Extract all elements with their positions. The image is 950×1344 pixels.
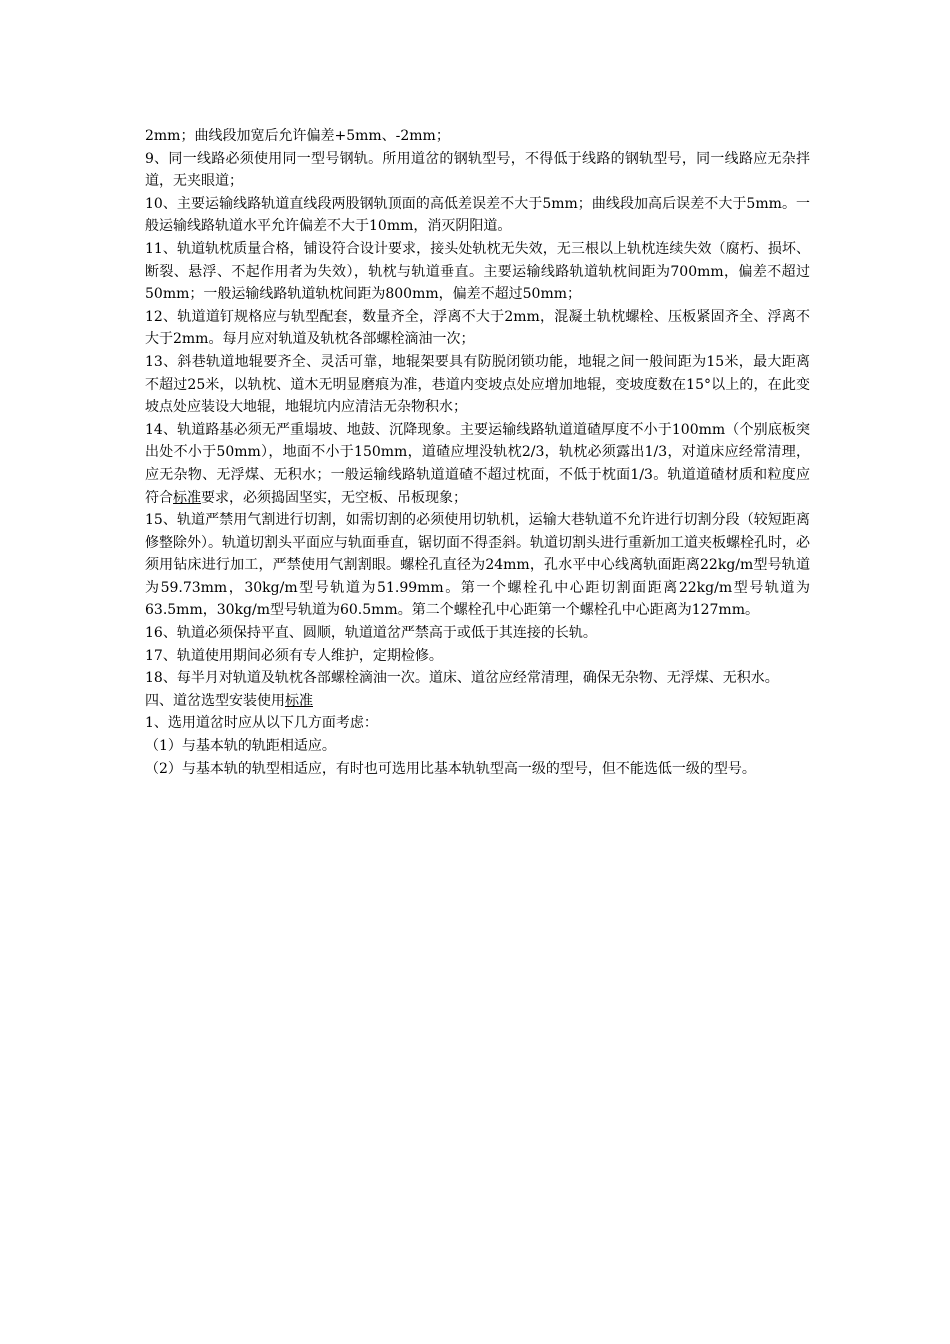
paragraph-s4-1-2: （2）与基本轨的轨型相适应，有时也可选用比基本轨轨型高一级的型号，但不能选低一级的型号。 <box>145 760 756 777</box>
section-heading-text: 四、道岔选型安装使用 <box>145 692 285 709</box>
paragraph-9: 9、同一线路必须使用同一型号钢轨。所用道岔的钢轨型号，不得低于线路的钢轨型号，同一线路应无杂拌道，无夹眼道； <box>145 150 810 190</box>
paragraph-17: 17、轨道使用期间必须有专人维护，定期检修。 <box>145 647 443 664</box>
standard-link[interactable]: 标准 <box>173 489 201 506</box>
paragraph-18: 18、每半月对轨道及轨枕各部螺栓滴油一次。道床、道岔应经常清理，确保无杂物、无浮煤、无积水。 <box>145 670 779 687</box>
paragraph-11: 11、轨道轨枕质量合格，铺设符合设计要求，接头处轨枕无失效，无三根以上轨枕连续失效（腐朽、损坏、断裂、悬浮、不起作用者为失效），轨枕与轨道垂直。主要运输线路轨道轨枕间距为700mm，偏差不超过50mm；一般运输线路轨道轨枕间距为800mm，偏差不超过50mm； <box>145 240 810 303</box>
paragraph-s4-1-1: （1）与基本轨的轨距相适应。 <box>145 738 336 755</box>
paragraph-14-text-end: 要求，必须捣固坚实，无空板、吊板现象； <box>201 489 467 506</box>
paragraph-10: 10、主要运输线路轨道直线段两股钢轨顶面的高低差误差不大于5mm；曲线段加高后误差不大于5mm。一般运输线路轨道水平允许偏差不大于10mm，消灭阴阳道。 <box>145 195 810 235</box>
paragraph-12: 12、轨道道钉规格应与轨型配套，数量齐全，浮离不大于2mm，混凝土轨枕螺栓、压板紧固齐全、浮离不大于2mm。每月应对轨道及轨枕各部螺栓滴油一次； <box>145 308 810 348</box>
document-body <box>145 125 810 780</box>
paragraph-s4-1: 1、选用道岔时应从以下几方面考虑： <box>145 715 378 732</box>
paragraph-14-text: 14、轨道路基必须无严重塌坡、地鼓、沉降现象。主要运输线路轨道道碴厚度不小于100mm（个别底板突出处不小于50mm），地面不小于150mm，道碴应埋没轨枕2/3，轨枕必须露出1/3，对道床应经常清理，应无杂物、无浮煤、无积水；一般运输线路轨道道碴不超过枕面，不低于枕面1/3。轨道道碴材质和粒度应符合 <box>145 421 810 506</box>
standard-link[interactable]: 标准 <box>285 692 313 709</box>
section-heading-4 <box>145 690 810 713</box>
paragraph-16: 16、轨道必须保持平直、圆顺，轨道道岔严禁高于或低于其连接的长轨。 <box>145 625 597 642</box>
paragraph-14 <box>145 419 810 509</box>
paragraph-13: 13、斜巷轨道地辊要齐全、灵活可靠，地辊架要具有防脱闭锁功能，地辊之间一般间距为15米，最大距离不超过25米，以轨枕、道木无明显磨痕为准，巷道内变坡点处应增加地辊，变坡度数在15°以上的，在此变坡点处应装设大地辊，地辊坑内应清洁无杂物积水； <box>145 353 810 416</box>
paragraph-7-cont: 2mm；曲线段加宽后允许偏差+5mm、-2mm； <box>145 128 450 144</box>
paragraph-15: 15、轨道严禁用气割进行切割，如需切割的必须使用切轨机，运输大巷轨道不允许进行切割分段（较短距离修整除外）。轨道切割头平面应与轨面垂直，锯切面不得歪斜。轨道切割头进行重新加工道夹板螺栓孔时，必须用钻床进行加工，严禁使用气割割眼。螺栓孔直径为24mm，孔水平中心线离轨面距离22kg/m型号轨道为59.73mm，30kg/m型号轨道为51.99mm。第一个螺栓孔中心距切割面距离22kg/m型号轨道为63.5mm，30kg/m型号轨道为60.5mm。第二个螺栓孔中心距第一个螺栓孔中心距离为127mm。 <box>145 512 810 619</box>
